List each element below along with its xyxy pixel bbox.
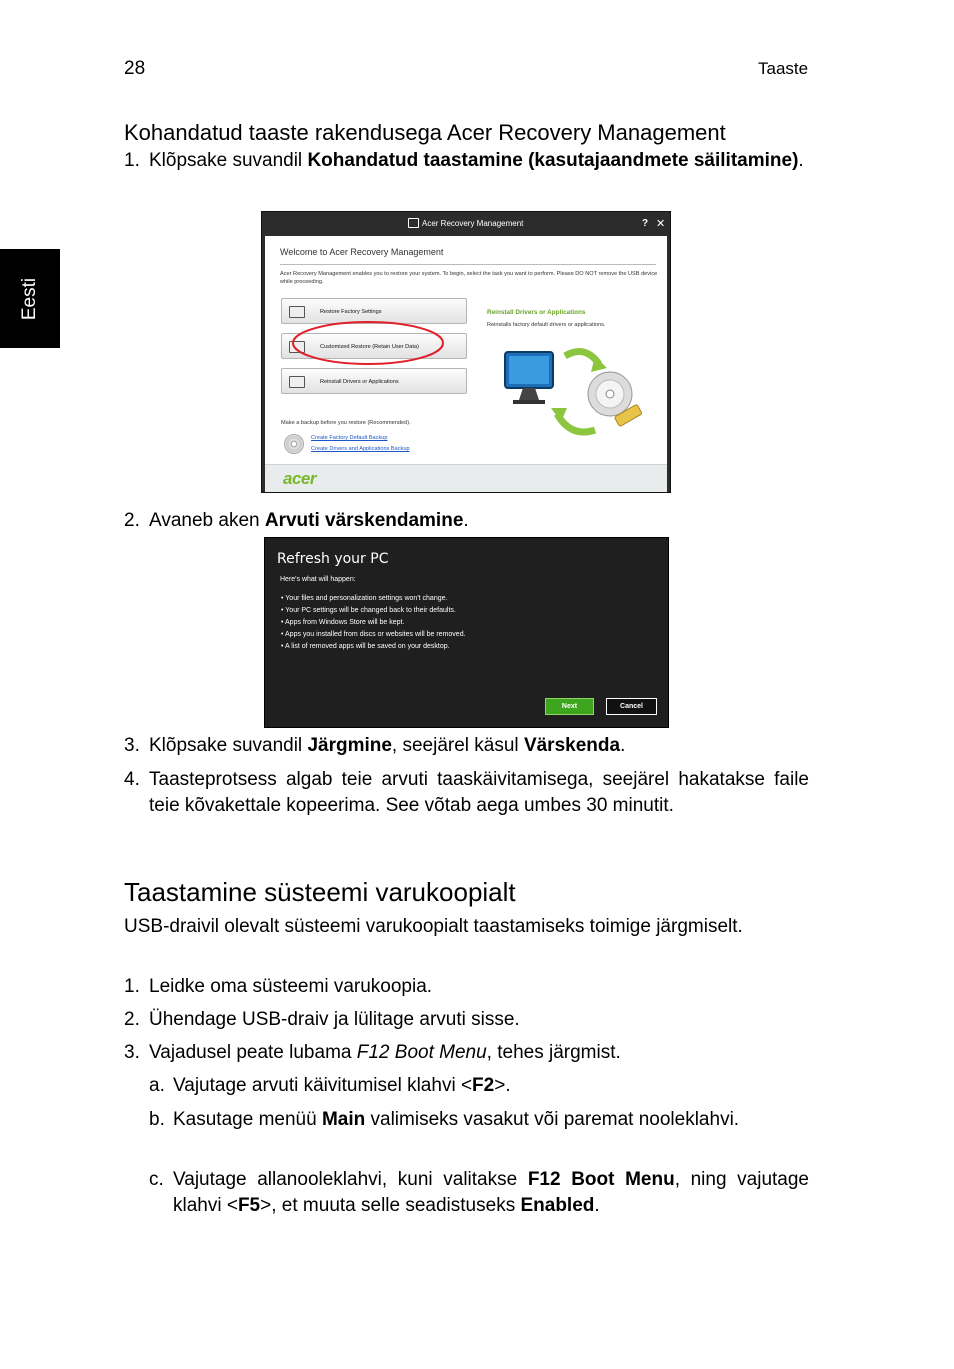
step-text-part: . [798, 150, 804, 171]
step-4 [124, 767, 809, 847]
apps-icon [289, 376, 305, 388]
substep-b [149, 1107, 809, 1161]
substep-text-part: valimiseks vasakut või paremat nooleklahvi. [365, 1109, 740, 1130]
window-titlebar [262, 212, 670, 236]
refresh-item: • Apps you installed from discs or websites will be removed. [281, 631, 466, 638]
step-3 [124, 733, 809, 759]
recovery-illustration-icon [503, 342, 653, 442]
step-text-part: . [620, 735, 626, 756]
reinstall-drivers-button[interactable] [281, 368, 467, 394]
section-title: Taaste [758, 59, 809, 78]
step-text-italic: F12 Boot Menu [356, 1042, 487, 1063]
step-text [149, 508, 809, 534]
section1-heading: Kohandatud taaste rakendusega Acer Recovery Management [124, 120, 726, 145]
language-tab [0, 249, 60, 348]
divider [280, 264, 656, 265]
substep-text-bold: F12 Boot Menu [527, 1169, 675, 1190]
step-text [149, 733, 809, 759]
refresh-title: Refresh your PC [277, 551, 389, 567]
acer-logo: acer [283, 469, 316, 488]
refresh-item: • Your PC settings will be changed back to their defaults. [281, 607, 456, 614]
page-number: 28 [124, 58, 146, 79]
button-label: Customized Restore (Retain User Data) [320, 344, 419, 350]
substep-text-part: Kasutage menüü [173, 1109, 322, 1130]
step-1 [124, 974, 809, 1000]
backup-label: Make a backup before you restore (Recommended). [281, 420, 411, 426]
welcome-text: Welcome to Acer Recovery Management [280, 247, 444, 257]
substep-text-part: >. [494, 1075, 511, 1096]
substep-text-part: >, et muuta selle seadistuseks [260, 1195, 521, 1216]
acer-recovery-window [261, 211, 671, 493]
step-number: 2. [124, 510, 140, 531]
create-drivers-backup-link[interactable]: Create Drivers and Applications Backup [311, 446, 410, 452]
step-text-bold: Järgmine [307, 735, 392, 756]
refresh-pc-window [264, 537, 669, 728]
step-text-part: Klõpsake suvandil [149, 150, 308, 171]
substep-text-part: Vajutage allanooleklahvi, kuni valitakse [173, 1169, 528, 1190]
step-text [149, 1040, 809, 1066]
step-text-part: , seejärel käsul [391, 735, 524, 756]
step-number: 3. [124, 735, 140, 756]
cancel-button[interactable]: Cancel [606, 698, 657, 715]
step-text-part: Vajadusel peate lubama [149, 1042, 357, 1063]
refresh-item: • A list of removed apps will be saved on your desktop. [281, 643, 450, 650]
step-number: 4. [124, 769, 140, 790]
step-3 [124, 1040, 809, 1066]
button-label: Restore Factory Settings [320, 309, 382, 315]
substep-text [173, 1107, 809, 1133]
button-label: Reinstall Drivers or Applications [320, 379, 399, 385]
create-factory-backup-link[interactable]: Create Factory Default Backup [311, 435, 388, 441]
substep-letter: a. [149, 1075, 165, 1096]
substep-letter: b. [149, 1109, 165, 1130]
step-text-part: Avaneb aken [149, 510, 265, 531]
app-icon [408, 218, 419, 228]
substep-text-part: Vajutage arvuti käivitumisel klahvi < [173, 1075, 473, 1096]
substep-text-bold: Enabled [520, 1195, 595, 1216]
refresh-item: • Apps from Windows Store will be kept. [281, 619, 405, 626]
highlight-ellipse-icon [290, 318, 450, 368]
substep-text-part: , ning vajutage klahvi < [173, 1169, 809, 1216]
substep-letter: c. [149, 1169, 164, 1190]
step-text: Leidke oma süsteemi varukoopia. [149, 976, 433, 997]
section2-intro: USB-draivil olevalt süsteemi varukoopialt taastamiseks toimige järgmiselt. [124, 916, 743, 937]
step-text-bold: Värskenda [523, 735, 621, 756]
step-text [149, 148, 809, 174]
step-number: 1. [124, 150, 140, 171]
refresh-item: • Your files and personalization settings won't change. [281, 595, 448, 602]
step-text: Taasteprotsess algab teie arvuti taaskäivitamisega, seejärel hakatakse faile teie kõvakettale kopeerima. See võtab aega umbes 30 minutit. [149, 769, 809, 816]
next-button[interactable]: Next [545, 698, 594, 715]
substep-text-part: . [594, 1195, 600, 1216]
window-footer [265, 464, 667, 492]
step-text-bold: Kohandatud taastamine (kasutajaandmete säilitamine) [307, 150, 799, 171]
description-text: Acer Recovery Management enables you to restore your system. To begin, select the task you want to perform. Please DO NOT remove the USB device while proceeding. [280, 271, 658, 285]
step-2 [124, 508, 809, 534]
substep-text-bold: F5 [237, 1195, 261, 1216]
step-2 [124, 1007, 809, 1033]
step-text-part: . [463, 510, 469, 531]
help-icon[interactable]: ? [642, 218, 649, 229]
step-1 [124, 148, 809, 204]
drive-icon [289, 306, 305, 318]
step-text-part: , tehes järgmist. [486, 1042, 621, 1063]
step-number: 1. [124, 976, 140, 997]
substep-c [149, 1167, 809, 1221]
section2-heading: Taastamine süsteemi varukoopialt [124, 877, 516, 907]
close-icon[interactable]: ✕ [656, 218, 666, 230]
step-text-bold: Arvuti värskendamine [264, 510, 464, 531]
info-description: Reinstalls factory default drivers or applications. [487, 322, 606, 328]
disc-icon [284, 434, 304, 454]
step-number: 3. [124, 1042, 140, 1063]
step-text: Ühendage USB-draiv ja lülitage arvuti sisse. [149, 1009, 520, 1030]
substep-text-bold: Main [321, 1109, 366, 1130]
step-number: 2. [124, 1009, 140, 1030]
refresh-subtitle: Here's what will happen: [280, 576, 356, 583]
substep-text [173, 1073, 809, 1099]
substep-text [173, 1167, 809, 1219]
substep-text-bold: F2 [472, 1075, 495, 1096]
step-text-part: Klõpsake suvandil [149, 735, 308, 756]
language-tab-label: Eesti [19, 277, 40, 321]
substep-a [149, 1073, 809, 1099]
info-title: Reinstall Drivers or Applications [487, 309, 586, 316]
window-title: Acer Recovery Management [422, 219, 524, 228]
